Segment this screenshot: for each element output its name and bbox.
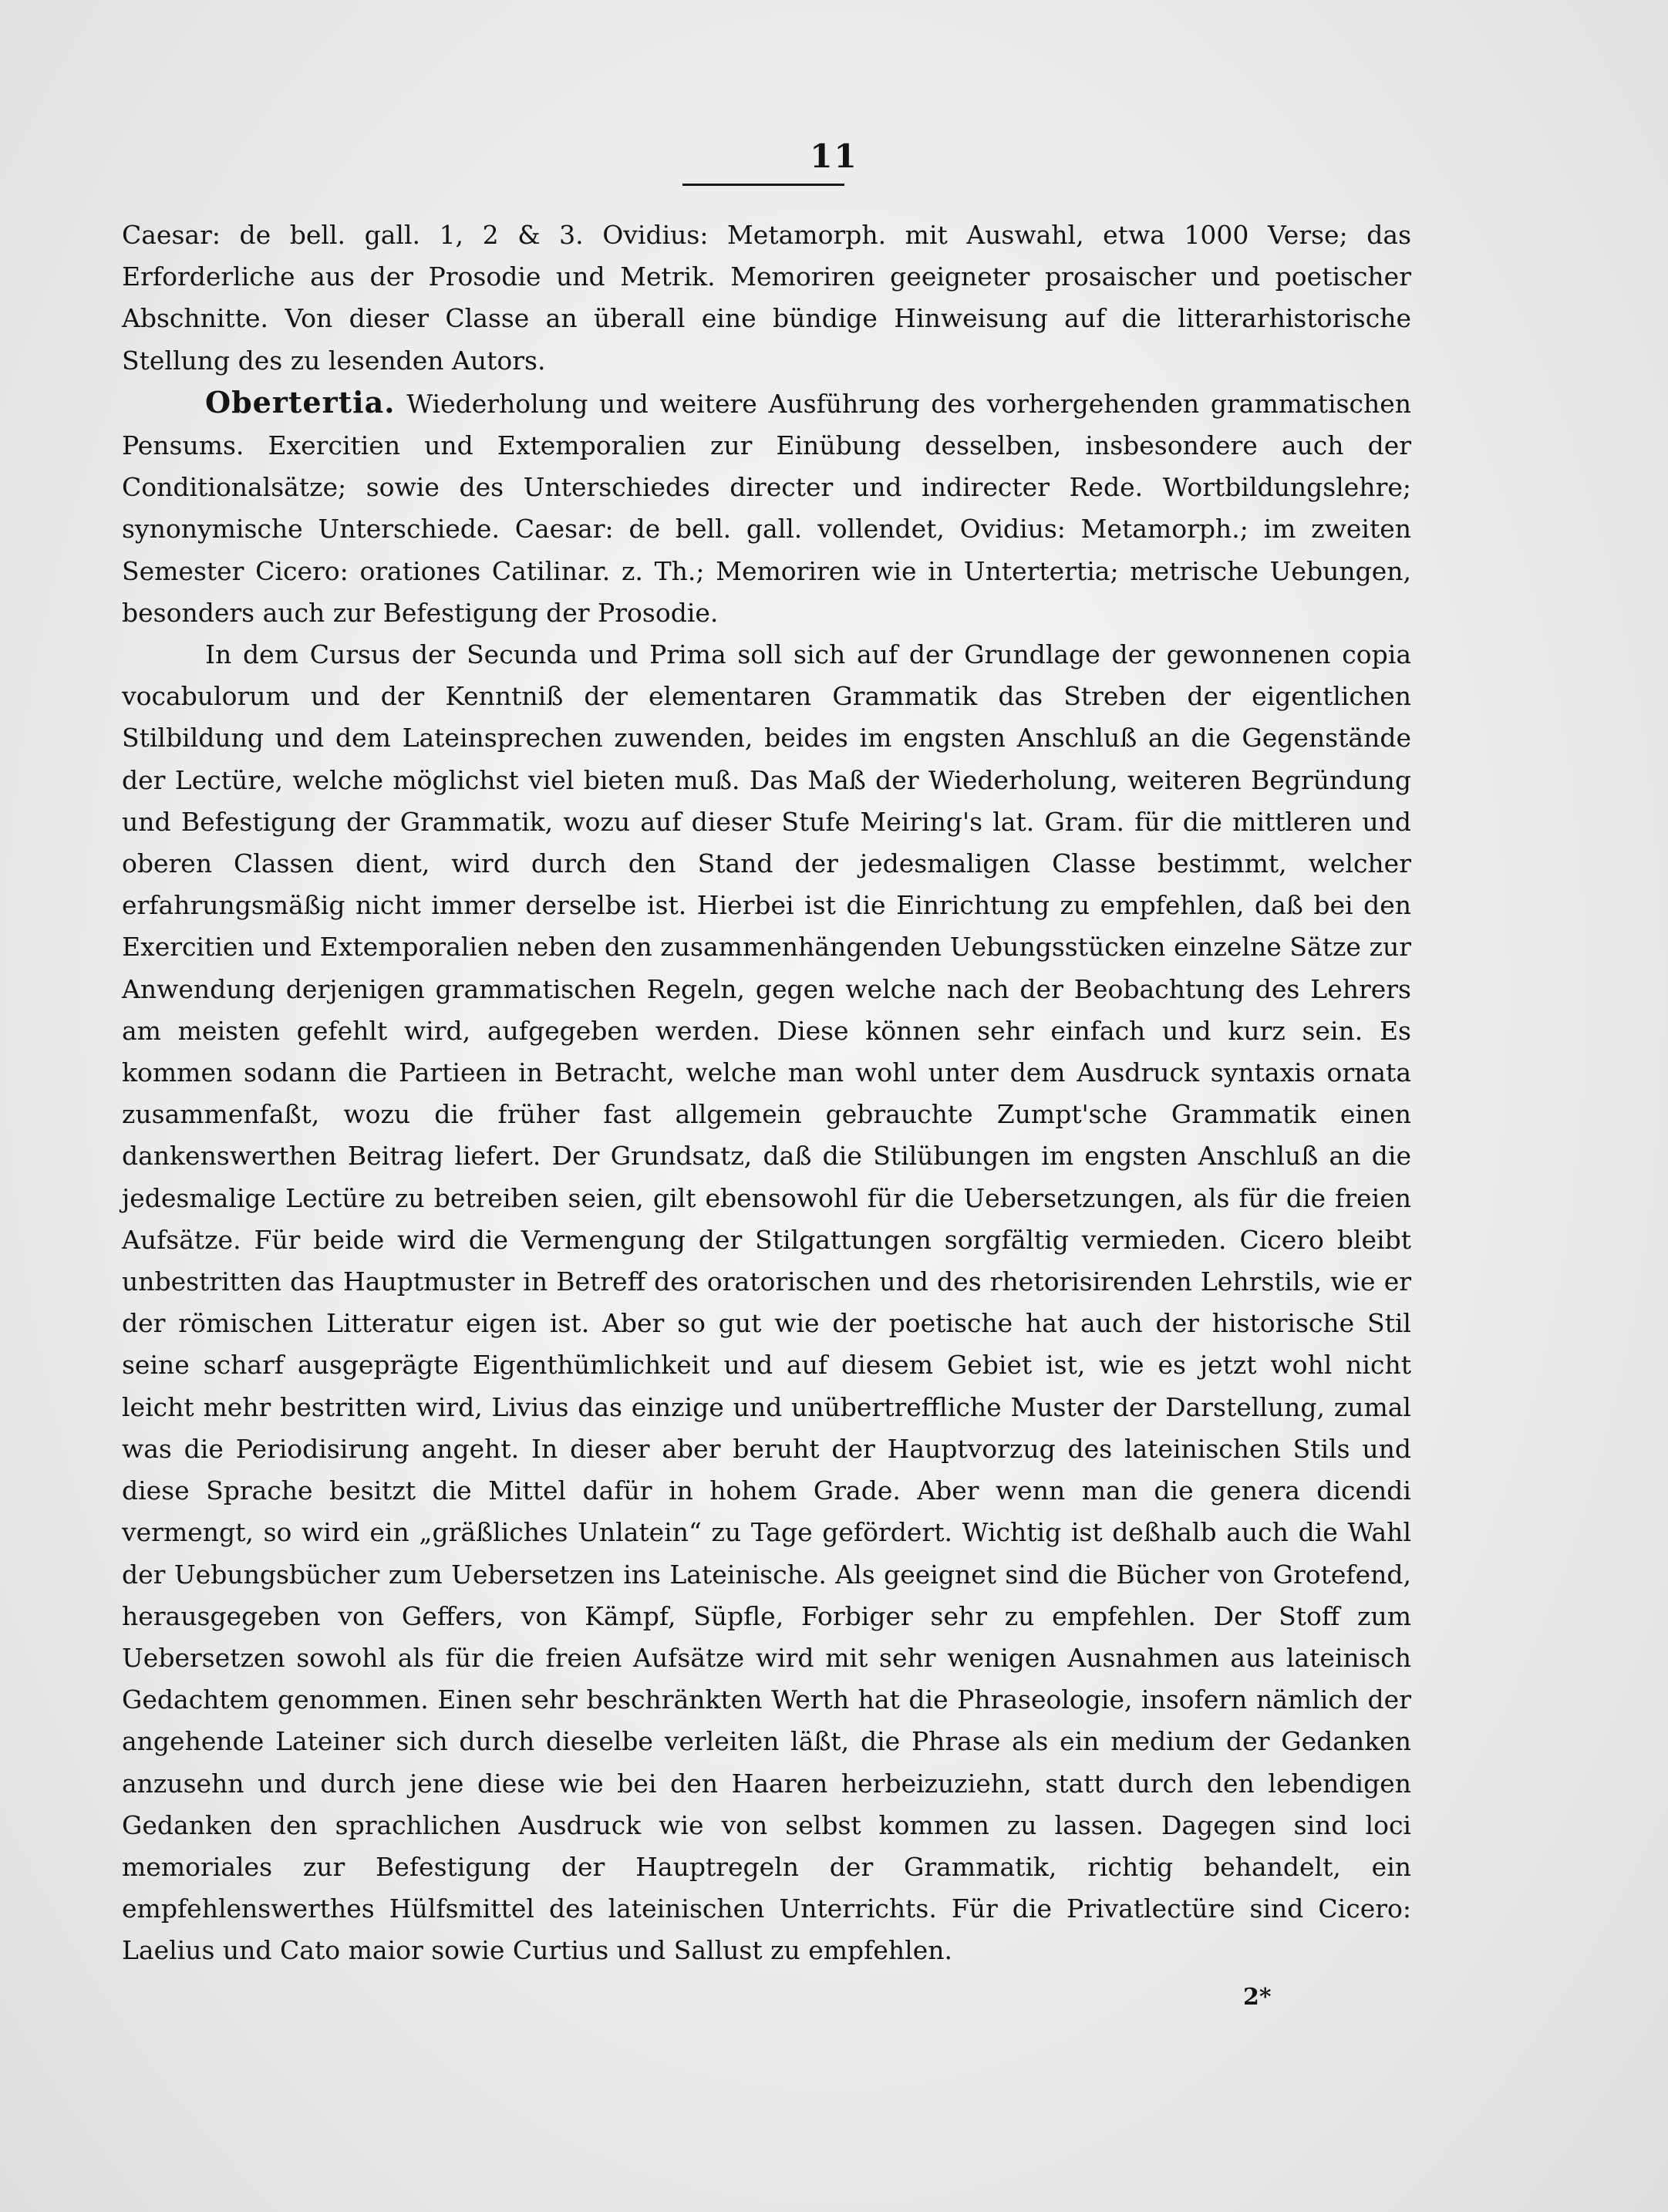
paragraph-secunda-prima: In dem Cursus der Secunda und Prima soll sich auf der Grundlage der gewonnenen copia vocabulorum und der Kenntniß der elementaren Grammatik das Streben der eigentlichen Stilbildung und dem Lateinsprechen zuwenden, beides im engsten Anschluß an die Gegenstände der Lectüre, welche möglichst viel bieten muß. Das Maß der Wiederholung, weiteren Begründung und Befestigung der Grammatik, wozu auf dieser Stufe Meiring's lat. Gram. für die mittleren und oberen Classen dient, wird durch den Stand der jedesmaligen Classe bestimmt, welcher erfahrungsmäßig nicht immer derselbe ist. Hierbei ist die Einrichtung zu empfehlen, daß bei den Exercitien und Extemporalien neben den zusammenhängenden Uebungsstücken einzelne Sätze zur Anwendung derjenigen grammatischen Regeln, gegen welche nach der Beobachtung des Lehrers am meisten gefehlt wird, aufgegeben werden. Diese können sehr einfach und kurz sein. Es kommen sodann die Partieen in Betracht, welche man wohl unter dem Ausdruck syntaxis ornata zusammenfaßt, wozu die früher fast allgemein gebrauchte Zumpt'sche Grammatik einen dankenswerthen Beitrag liefert. Der Grundsatz, daß die Stilübungen im engsten Anschluß an die jedesmalige Lectüre zu betreiben seien, gilt ebensowohl für die Uebersetzungen, als für die freien Aufsätze. Für beide wird die Vermengung der Stilgattungen sorgfältig vermieden. Cicero bleibt unbestritten das Hauptmuster in Betreff des oratorischen und des rhetorisirenden Lehrstils, wie er der römischen Litteratur eigen ist. Aber so gut wie der poetische hat auch der historische Stil seine scharf ausgeprägte Eigenthümlichkeit und auf diesem Gebiet ist, wie es jetzt wohl nicht leicht mehr bestritten wird, Livius das einzige und unübertreffliche Muster der Darstellung, zumal was die Periodisirung angeht. In dieser aber beruht der Hauptvorzug des lateinischen Stils und diese Sprache besitzt die Mittel dafür in hohem Grade. Aber wenn man die genera dicendi vermengt, so wird ein „gräßliches Unlatein“ zu Tage gefördert. Wichtig ist deßhalb auch die Wahl der Uebungsbücher zum Uebersetzen ins Lateinische. Als geeignet sind die Bücher von Grotefend, herausgegeben von Geffers, von Kämpf, Süpfle, Forbiger sehr zu empfehlen. Der Stoff zum Uebersetzen sowohl als für die freien Aufsätze wird mit sehr wenigen Ausnahmen aus lateinisch Gedachtem genommen. Einen sehr beschränkten Werth hat die Phraseologie, insofern nämlich der angehende Lateiner sich durch dieselbe verleiten läßt, die Phrase als ein medium der Gedanken anzusehn und durch jene diese wie bei den Haaren herbeizuziehn, statt durch den lebendigen Gedanken den sprachlichen Ausdruck wie von selbst kommen zu lassen. Dagegen sind loci memoriales zur Befestigung der Hauptregeln der Grammatik, richtig behandelt, ein empfehlenswerthes Hülfsmittel des lateinischen Unterrichts. Für die Privatlectüre sind Cicero: Laelius und Cato maior sowie Curtius und Sallust zu empfehlen. [122, 639, 1411, 1966]
paragraph-obertertia [122, 382, 1411, 634]
body-text [122, 214, 1411, 1972]
paragraph-untertertia-continuation: Caesar: de bell. gall. 1, 2 & 3. Ovidius: Metamorph. mit Auswahl, etwa 1000 Verse; das Erforderliche aus der Prosodie und Metrik. Memoriren geeigneter prosaischer und poetischer Abschnitte. Von dieser Classe an überall eine bündige Hinweisung auf die litterarhistorische Stellung des zu lesenden Autors. [122, 220, 1411, 376]
page-signature: 2* [1243, 1984, 1272, 2011]
header-rule [682, 184, 844, 186]
page-number: 11 [810, 137, 858, 175]
section-heading-obertertia: Obertertia. [205, 384, 396, 420]
paragraph-obertertia-text: Wiederholung und weitere Ausführung des vorhergehenden grammatischen Pensums. Exercitien und Extemporalien zur Einübung desselben, insbesondere auch der Conditionalsätze; sowie des Unterschiedes directer und indirecter Rede. Wortbildungslehre; synonymische Unterschiede. Caesar: de bell. gall. vollendet, Ovidius: Metamorph.; im zweiten Semester Cicero: orationes Catilinar. z. Th.; Memoriren wie in Untertertia; metrische Uebungen, besonders auch zur Befestigung der Prosodie. [122, 388, 1411, 628]
